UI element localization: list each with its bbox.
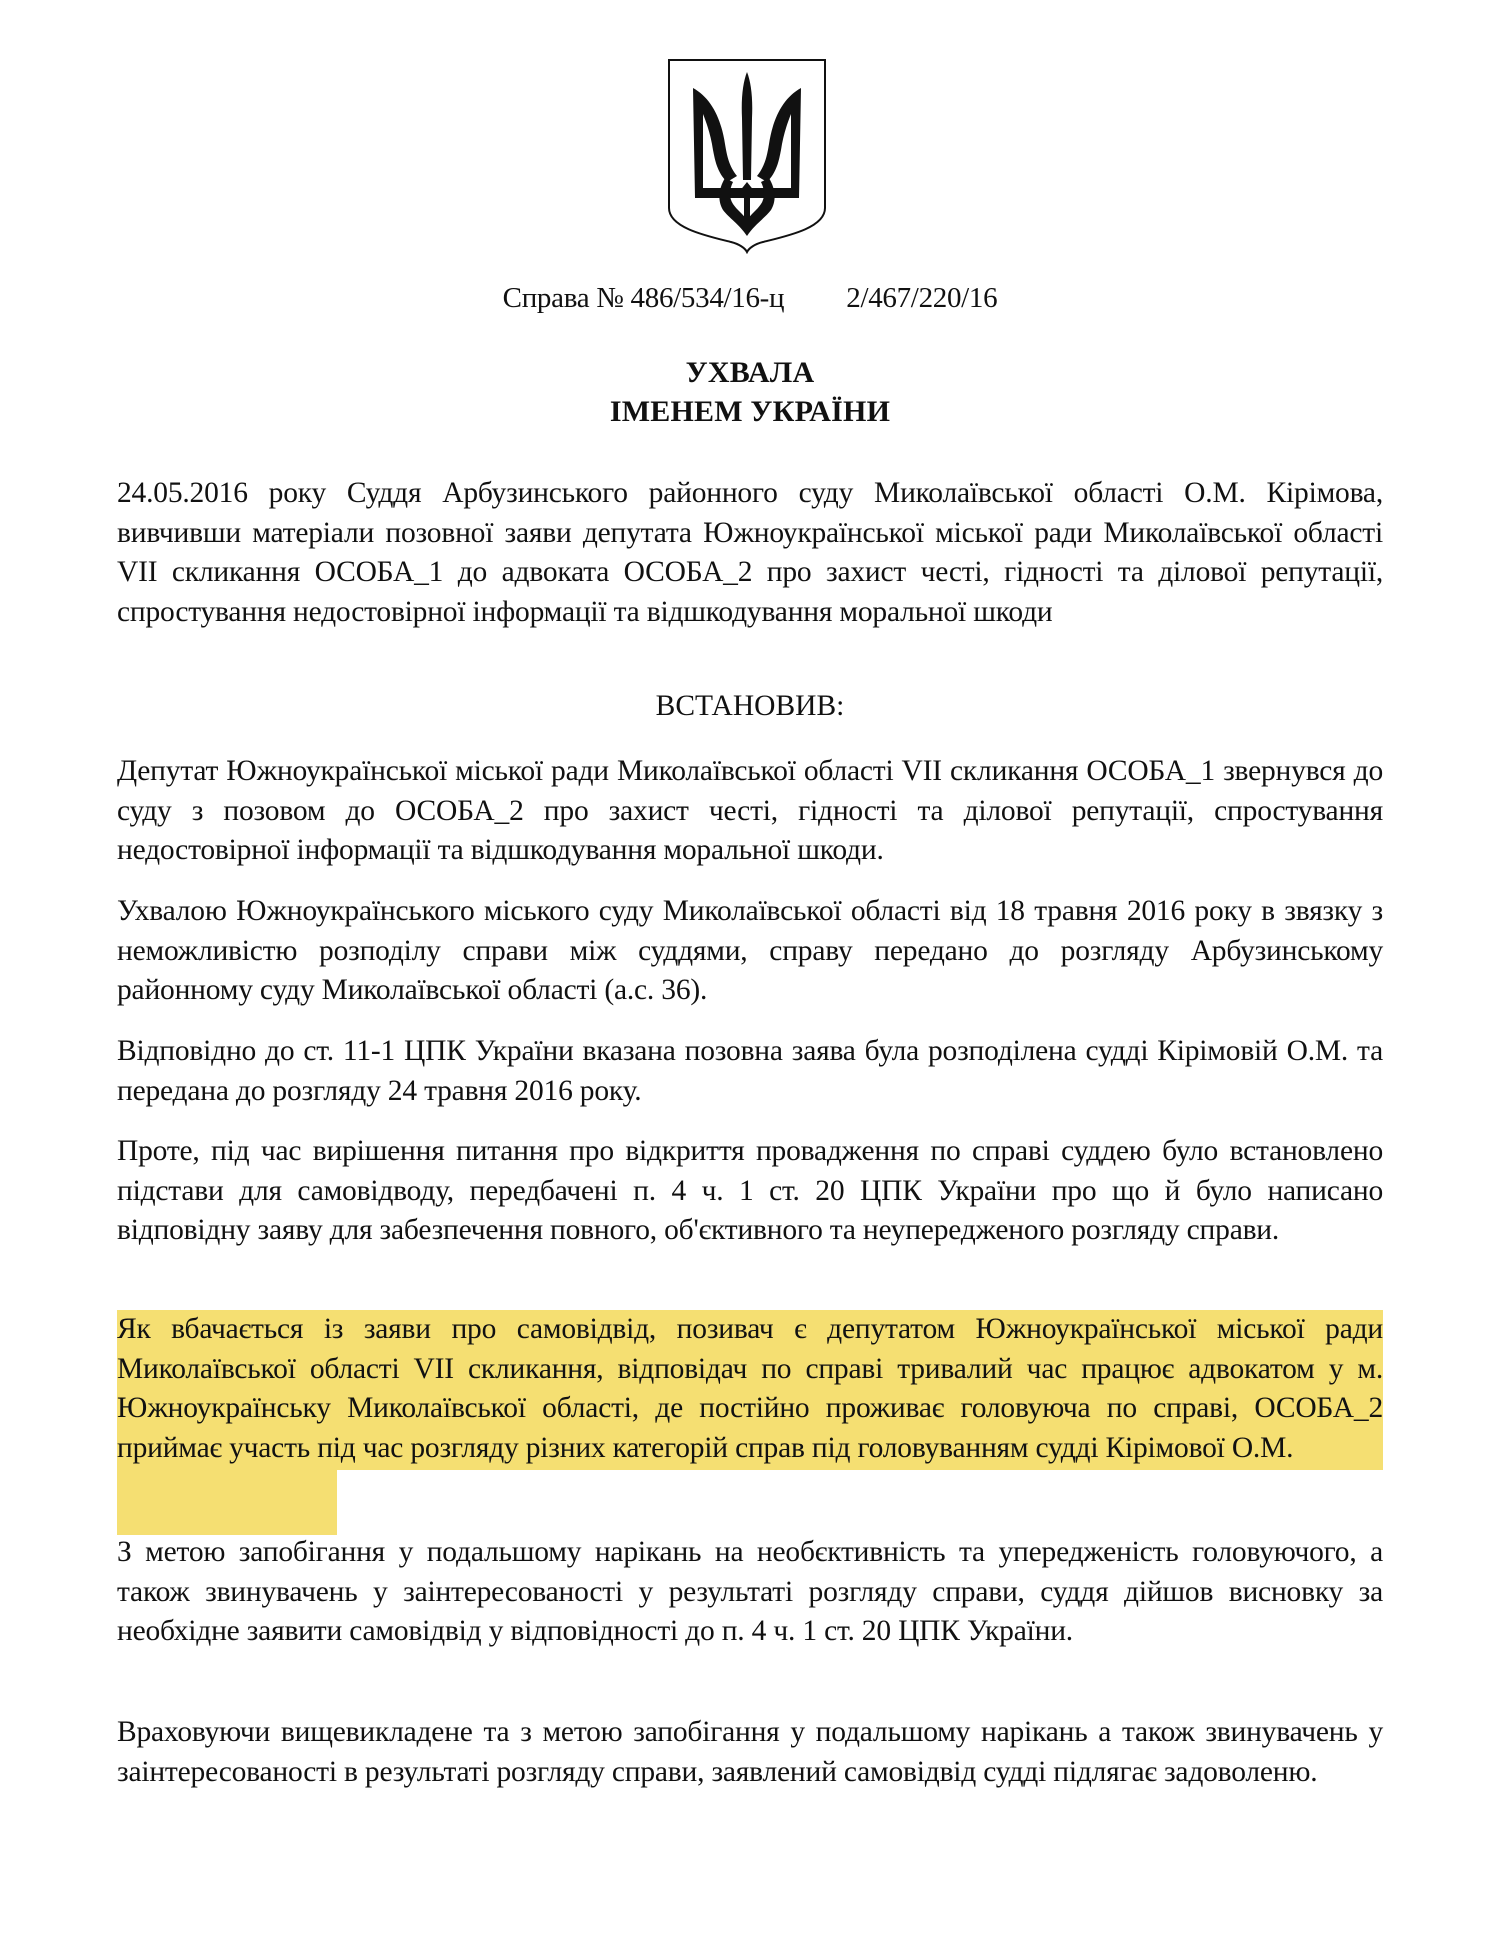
paragraph-1: Депутат Южноукраїнської міської ради Миколаївської області VII скликання ОСОБА_1 звернувся до суду з позовом до ОСОБА_2 про захист честі, гідності та ділової репутації, спростування недостовірної інформації та відшкодування моральної шкоди. bbox=[117, 755, 1383, 866]
document-title: УХВАЛА bbox=[685, 356, 815, 389]
paragraph-6: З метою запобігання у подальшому нарікань на необєктивність та упередженість головуючого, а також звинувачень у заінтересованості у результаті розгляду справи, суддя дійшов висновку за необхідне заявити самовідвід у відповідності до п. 4 ч. 1 ст. 20 ЦПК України. bbox=[117, 1536, 1383, 1647]
paragraph-5: Як вбачається із заяви про самовідвід, позивач є депутатом Южноукраїнської міської ради Миколаївської області VII скликання, відповідач по справі тривалий час працює адвокатом у м. Южноукраїнську Миколаївської області, де постійно проживає головуюча по справі, ОСОБА_2 приймає участь під час розгляду різних категорій справ під головуванням судді Кірімової О.М. bbox=[117, 1313, 1383, 1464]
highlight-background-tail bbox=[117, 1470, 337, 1535]
case-number: Справа № 486/534/16-ц bbox=[502, 282, 785, 314]
document-subtitle: ІМЕНЕМ УКРАЇНИ bbox=[609, 395, 891, 428]
proceeding-number: 2/467/220/16 bbox=[846, 282, 998, 314]
paragraph-2: Ухвалою Южноукраїнського міського суду Миколаївської області від 18 травня 2016 року в звязку з неможливістю розподілу справи між суддями, справу передано до розгляду Арбузинському районному суду Миколаївської області (а.с. 36). bbox=[117, 895, 1383, 1006]
intro-paragraph: 24.05.2016 року Суддя Арбузинського районного суду Миколаївської області О.М. Кірімова, вивчивши матеріали позовної заяви депутата Южноукраїнської міської ради Миколаївської області VII скликання ОСОБА_1 до адвоката ОСОБА_2 про захист честі, гідності та ділової репутації, спростування недостовірної інформації та відшкодування моральної шкоди bbox=[117, 477, 1383, 628]
paragraph-7: Враховуючи вищевикладене та з метою запобігання у подальшому нарікань а також звинувачень у заінтересованості в результаті розгляду справи, заявлений самовідвід судді підлягає задоволеню. bbox=[117, 1716, 1383, 1788]
paragraph-3: Відповідно до ст. 11-1 ЦПК України вказана позовна заява була розподілена судді Кірімовій О.М. та передана до розгляду 24 травня 2016 року. bbox=[117, 1035, 1383, 1107]
case-number-line bbox=[0, 282, 1500, 315]
section-heading: ВСТАНОВИВ: bbox=[655, 690, 845, 722]
ukraine-coat-of-arms-icon bbox=[667, 58, 827, 254]
paragraph-4: Проте, під час вирішення питання про відкриття провадження по справі суддею було встановлено підстави для самовідводу, передбачені п. 4 ч. 1 ст. 20 ЦПК України про що й було написано відповідну заяву для забезпечення повного, об'єктивного та неупередженого розгляду справи. bbox=[117, 1135, 1383, 1246]
